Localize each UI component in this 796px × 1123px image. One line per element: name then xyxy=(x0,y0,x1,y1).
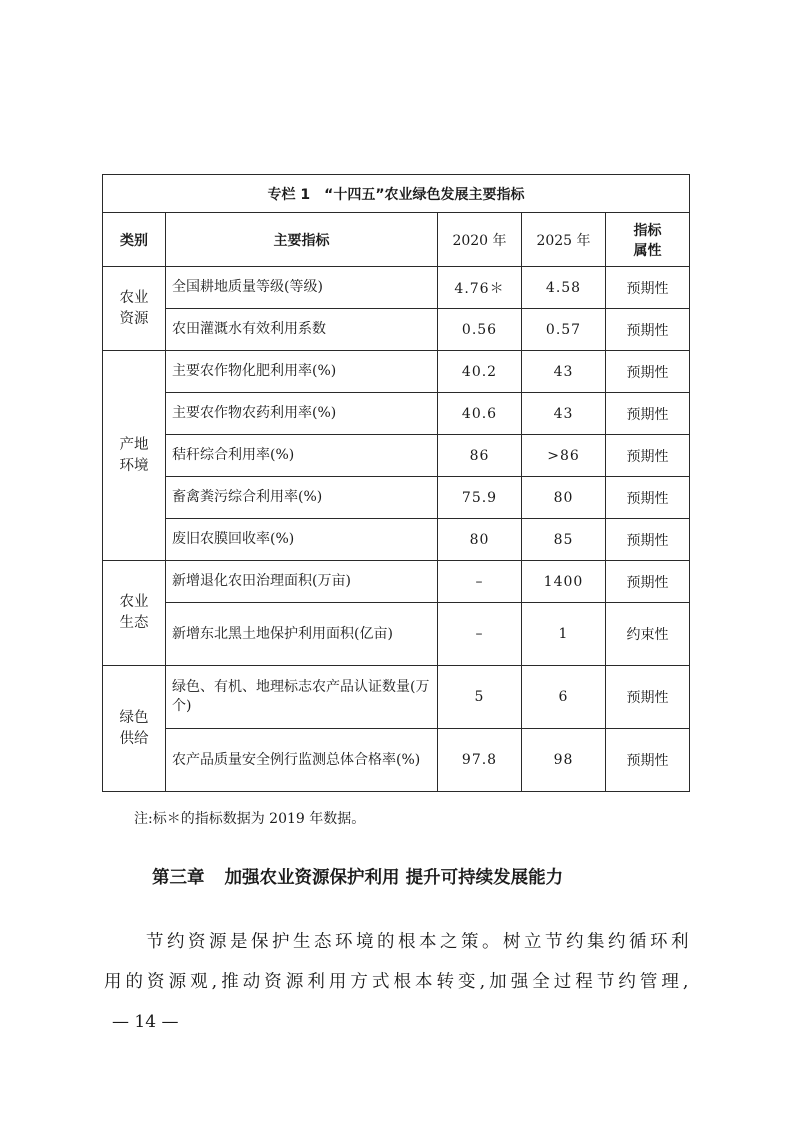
header-attribute xyxy=(606,213,690,267)
table-caption: 专栏 1 “十四五”农业绿色发展主要指标 xyxy=(103,175,690,213)
indicator-cell: 农田灌溉水有效利用系数 xyxy=(166,309,438,351)
table-note: 注:标＊的指标数据为 2019 年数据。 xyxy=(134,811,366,827)
attribute-cell: 预期性 xyxy=(606,309,690,351)
header-category: 类别 xyxy=(103,213,166,267)
attribute-cell: 约束性 xyxy=(606,603,690,666)
value-2025-cell: >86 xyxy=(522,435,606,477)
indicator-cell: 新增东北黑土地保护利用面积(亿亩) xyxy=(166,603,438,666)
value-2020-cell: 40.6 xyxy=(438,393,522,435)
table-row xyxy=(103,519,690,561)
category-label: 农业 xyxy=(119,594,149,610)
value-2020-cell: – xyxy=(438,561,522,603)
table-row xyxy=(103,267,690,309)
category-label: 环境 xyxy=(119,457,149,474)
table-row xyxy=(103,351,690,393)
value-2025-cell: 43 xyxy=(522,351,606,393)
table-row xyxy=(103,477,690,519)
attribute-cell: 预期性 xyxy=(606,519,690,561)
value-2020-cell: 0.56 xyxy=(438,309,522,351)
value-2020-cell: 97.8 xyxy=(438,729,522,792)
attribute-cell: 预期性 xyxy=(606,393,690,435)
value-2020-cell: 80 xyxy=(438,519,522,561)
table-row xyxy=(103,603,690,666)
header-indicator: 主要指标 xyxy=(166,213,438,267)
paragraph-line: 用的资源观,推动资源利用方式根本转变,加强全过程节约管理, xyxy=(104,972,690,992)
attribute-cell: 预期性 xyxy=(606,267,690,309)
category-cell xyxy=(103,561,166,666)
indicator-cell: 畜禽粪污综合利用率(%) xyxy=(166,477,438,519)
indicator-cell: 废旧农膜回收率(%) xyxy=(166,519,438,561)
value-2025-cell: 0.57 xyxy=(522,309,606,351)
value-2020-cell: 75.9 xyxy=(438,477,522,519)
value-2025-cell: 80 xyxy=(522,477,606,519)
value-2025-cell: 6 xyxy=(522,666,606,729)
value-2025-cell: 1 xyxy=(522,603,606,666)
indicators-table xyxy=(102,174,690,792)
indicator-cell: 秸秆综合利用率(%) xyxy=(166,435,438,477)
attribute-cell: 预期性 xyxy=(606,351,690,393)
indicator-cell: 全国耕地质量等级(等级) xyxy=(166,267,438,309)
value-2020-cell: 5 xyxy=(438,666,522,729)
table-row xyxy=(103,435,690,477)
category-label: 供给 xyxy=(119,730,149,747)
value-2020-cell: 86 xyxy=(438,435,522,477)
category-label: 产地 xyxy=(119,436,149,453)
category-label: 绿色 xyxy=(119,709,149,726)
value-2025-cell: 4.58 xyxy=(522,267,606,309)
category-label: 农业 xyxy=(119,289,149,306)
table-row xyxy=(103,309,690,351)
attribute-cell: 预期性 xyxy=(606,477,690,519)
table-header-row xyxy=(103,213,690,267)
header-2020: 2020 年 xyxy=(438,213,522,267)
chapter-heading xyxy=(152,864,563,889)
chapter-title: 加强农业资源保护利用 提升可持续发展能力 xyxy=(224,868,564,888)
table-row xyxy=(103,393,690,435)
attribute-cell: 预期性 xyxy=(606,666,690,729)
value-2025-cell: 1400 xyxy=(522,561,606,603)
table-row xyxy=(103,729,690,792)
value-2020-cell: – xyxy=(438,603,522,666)
indicator-cell: 主要农作物农药利用率(%) xyxy=(166,393,438,435)
body-paragraph xyxy=(104,922,690,1002)
category-label: 生态 xyxy=(119,615,149,631)
value-2025-cell: 98 xyxy=(522,729,606,792)
table-row xyxy=(103,561,690,603)
attribute-cell: 预期性 xyxy=(606,435,690,477)
attribute-cell: 预期性 xyxy=(606,729,690,792)
page-number: — 14 — xyxy=(112,1012,179,1032)
value-2020-cell: 4.76＊ xyxy=(438,267,522,309)
indicator-cell: 绿色、有机、地理标志农产品认证数量(万个) xyxy=(166,666,438,729)
header-attribute-line1: 指标 xyxy=(633,222,662,239)
indicator-cell: 农产品质量安全例行监测总体合格率(%) xyxy=(166,729,438,792)
category-label: 资源 xyxy=(119,310,149,327)
header-2025: 2025 年 xyxy=(522,213,606,267)
attribute-cell: 预期性 xyxy=(606,561,690,603)
header-attribute-line2: 属性 xyxy=(633,242,662,259)
value-2025-cell: 43 xyxy=(522,393,606,435)
category-cell xyxy=(103,267,166,351)
value-2020-cell: 40.2 xyxy=(438,351,522,393)
category-cell xyxy=(103,666,166,792)
category-cell xyxy=(103,351,166,561)
indicator-cell: 新增退化农田治理面积(万亩) xyxy=(166,561,438,603)
paragraph-line: 节约资源是保护生态环境的根本之策。树立节约集约循环利 xyxy=(146,932,690,952)
table-row xyxy=(103,666,690,729)
indicator-cell: 主要农作物化肥利用率(%) xyxy=(166,351,438,393)
value-2025-cell: 85 xyxy=(522,519,606,561)
chapter-number: 第三章 xyxy=(152,868,205,888)
